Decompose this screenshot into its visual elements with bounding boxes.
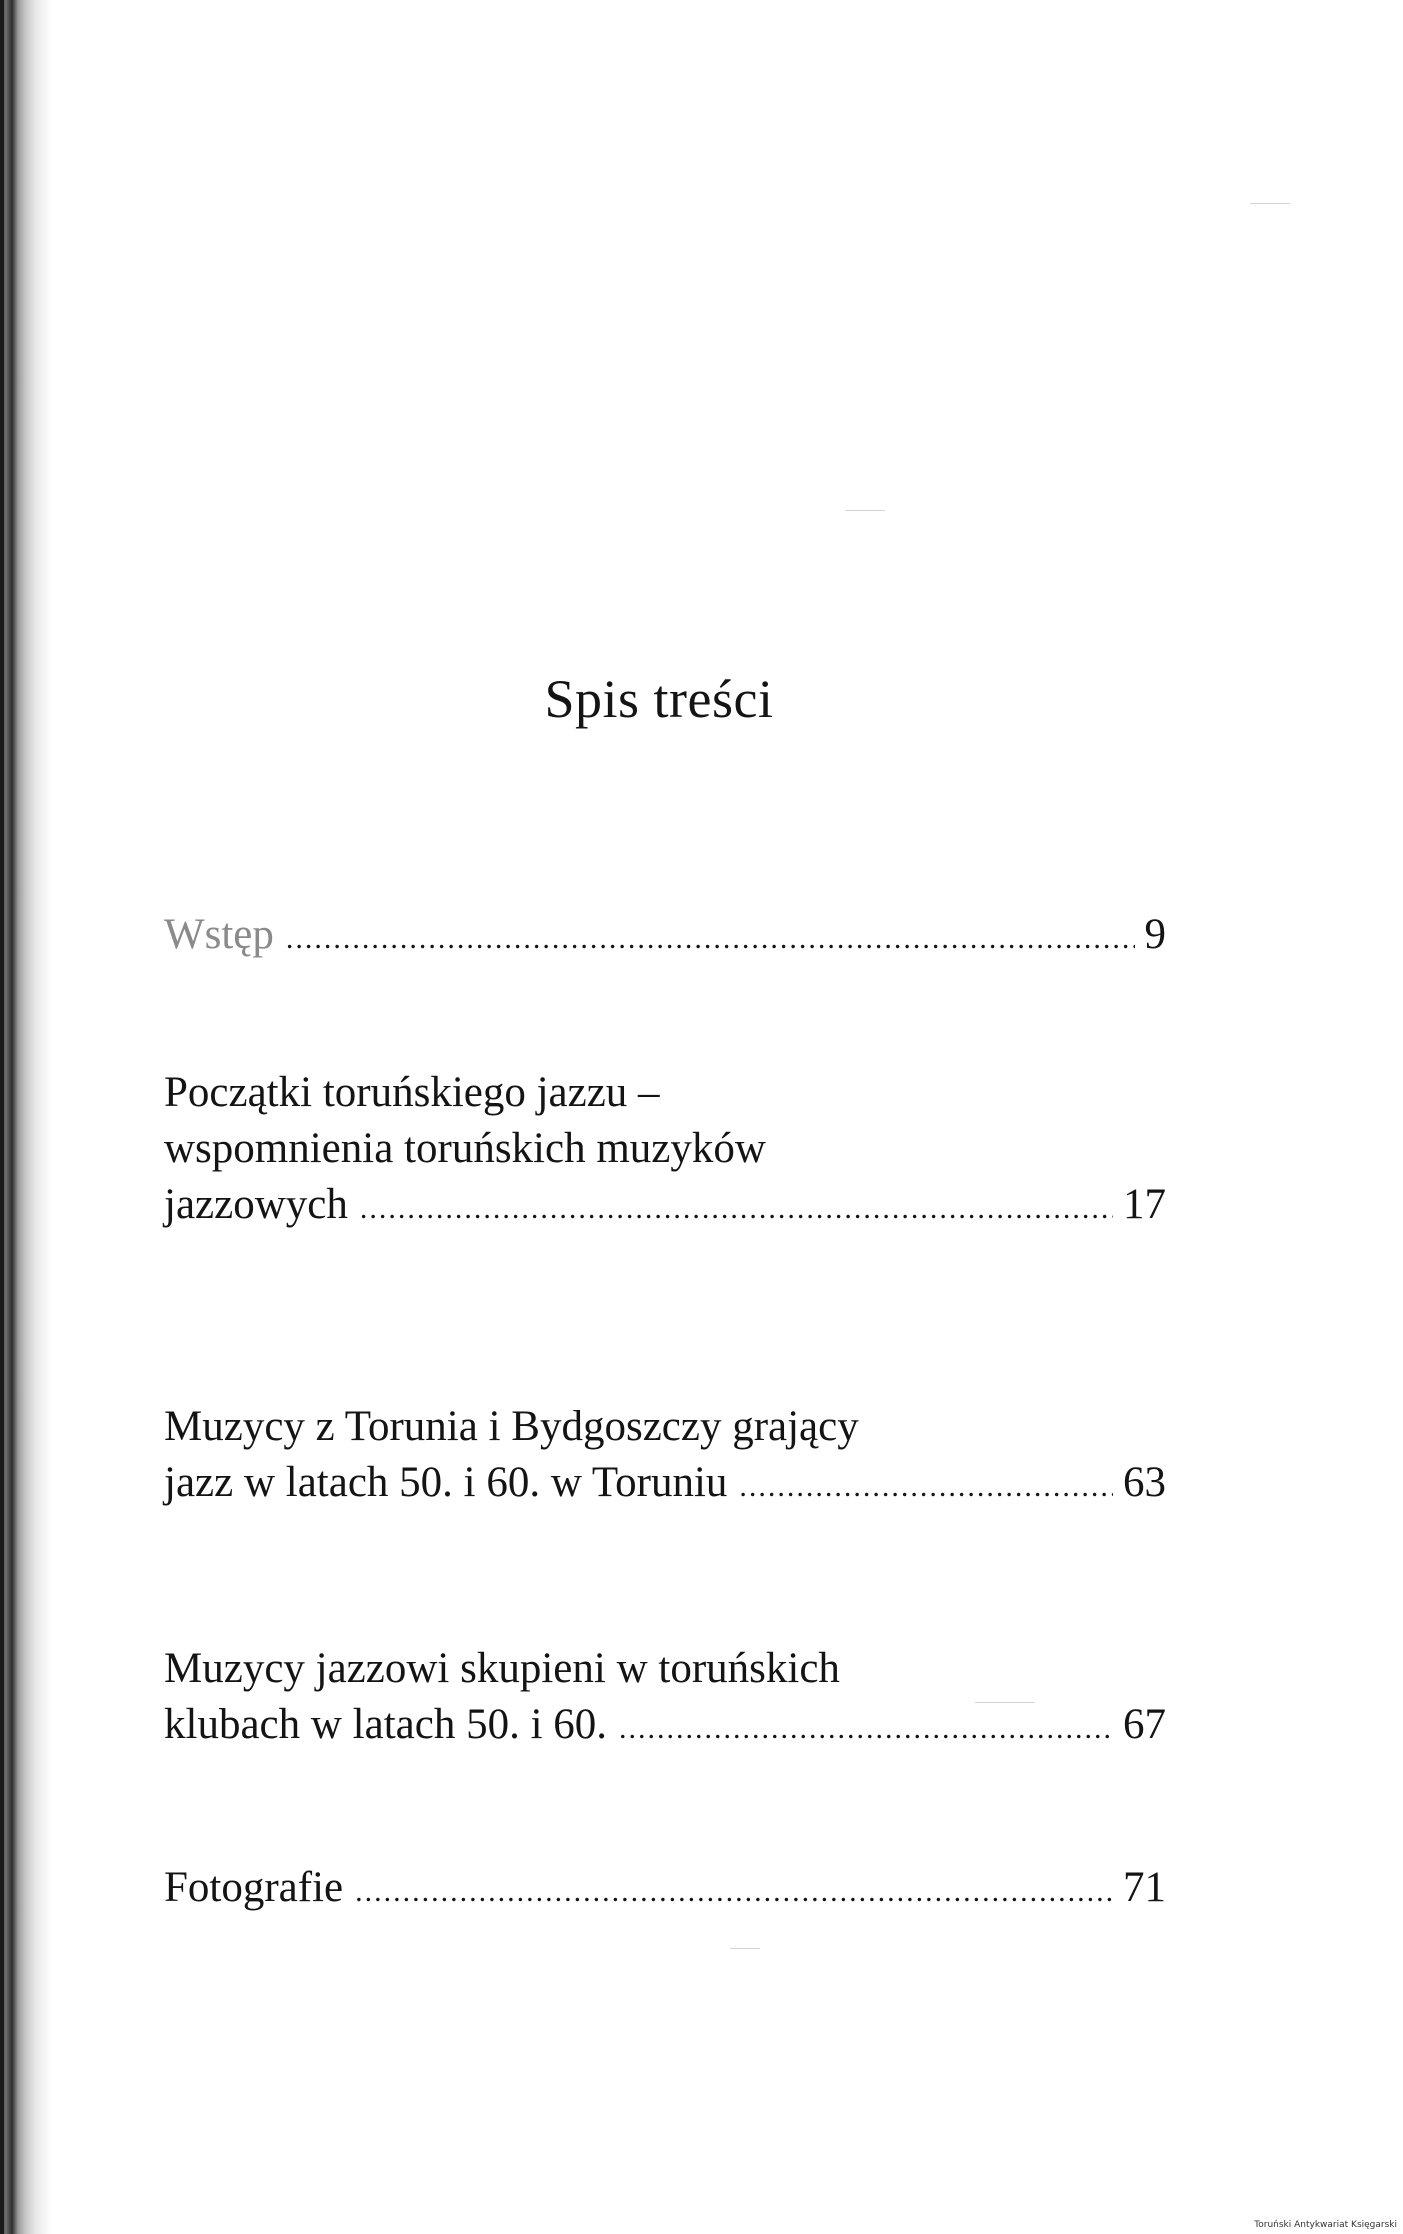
toc-page-number: 67 (1123, 1701, 1166, 1748)
dot-leader (619, 1701, 1113, 1757)
toc-page-number: 9 (1144, 911, 1166, 958)
toc-entry-line (164, 907, 1166, 963)
toc-entry-wstep (164, 907, 1166, 963)
toc-entry-muzycy-torun-bydgoszcz (164, 1399, 1166, 1511)
toc-entry-text: wspomnienia toruńskich muzyków (164, 1125, 766, 1172)
scan-speck (1250, 203, 1290, 204)
toc-entry-poczatki (164, 1065, 1166, 1233)
scan-credit: Toruński Antykwariat Księgarski (1254, 2220, 1397, 2230)
toc-page-number: 71 (1123, 1864, 1166, 1911)
toc-entry-fotografie (164, 1860, 1166, 1916)
dot-leader (286, 911, 1135, 967)
dot-leader (360, 1181, 1113, 1237)
toc-entry-text: Muzycy z Torunia i Bydgoszczy grający (164, 1403, 859, 1450)
toc-entry-text: jazz w latach 50. i 60. w Toruniu (164, 1459, 728, 1506)
page-title: Spis treści (544, 669, 774, 729)
toc-entry-text: jazzowych (164, 1181, 348, 1228)
dot-leader (355, 1864, 1113, 1920)
toc-entry-line (164, 1860, 1166, 1916)
toc-entry-text: Początki toruńskiego jazzu – (164, 1069, 660, 1116)
toc-page-number: 17 (1123, 1181, 1166, 1228)
book-spine-edge (0, 0, 4, 2234)
toc-entry-text: klubach w latach 50. i 60. (164, 1701, 608, 1748)
toc-entry-line (164, 1697, 1166, 1753)
toc-entry-muzycy-jazzowi (164, 1641, 1166, 1753)
toc-entry-text: Wstęp (164, 911, 274, 958)
toc-page-number: 63 (1123, 1459, 1166, 1506)
toc-entry-line (164, 1455, 1166, 1511)
table-of-contents (164, 0, 1166, 2234)
toc-entry-text: Muzycy jazzowi skupieni w toruńskich (164, 1645, 840, 1692)
toc-entry-line (164, 1177, 1166, 1233)
dot-leader (739, 1459, 1113, 1515)
book-spine-shadow (0, 0, 52, 2234)
toc-entry-text: Fotografie (164, 1864, 344, 1911)
